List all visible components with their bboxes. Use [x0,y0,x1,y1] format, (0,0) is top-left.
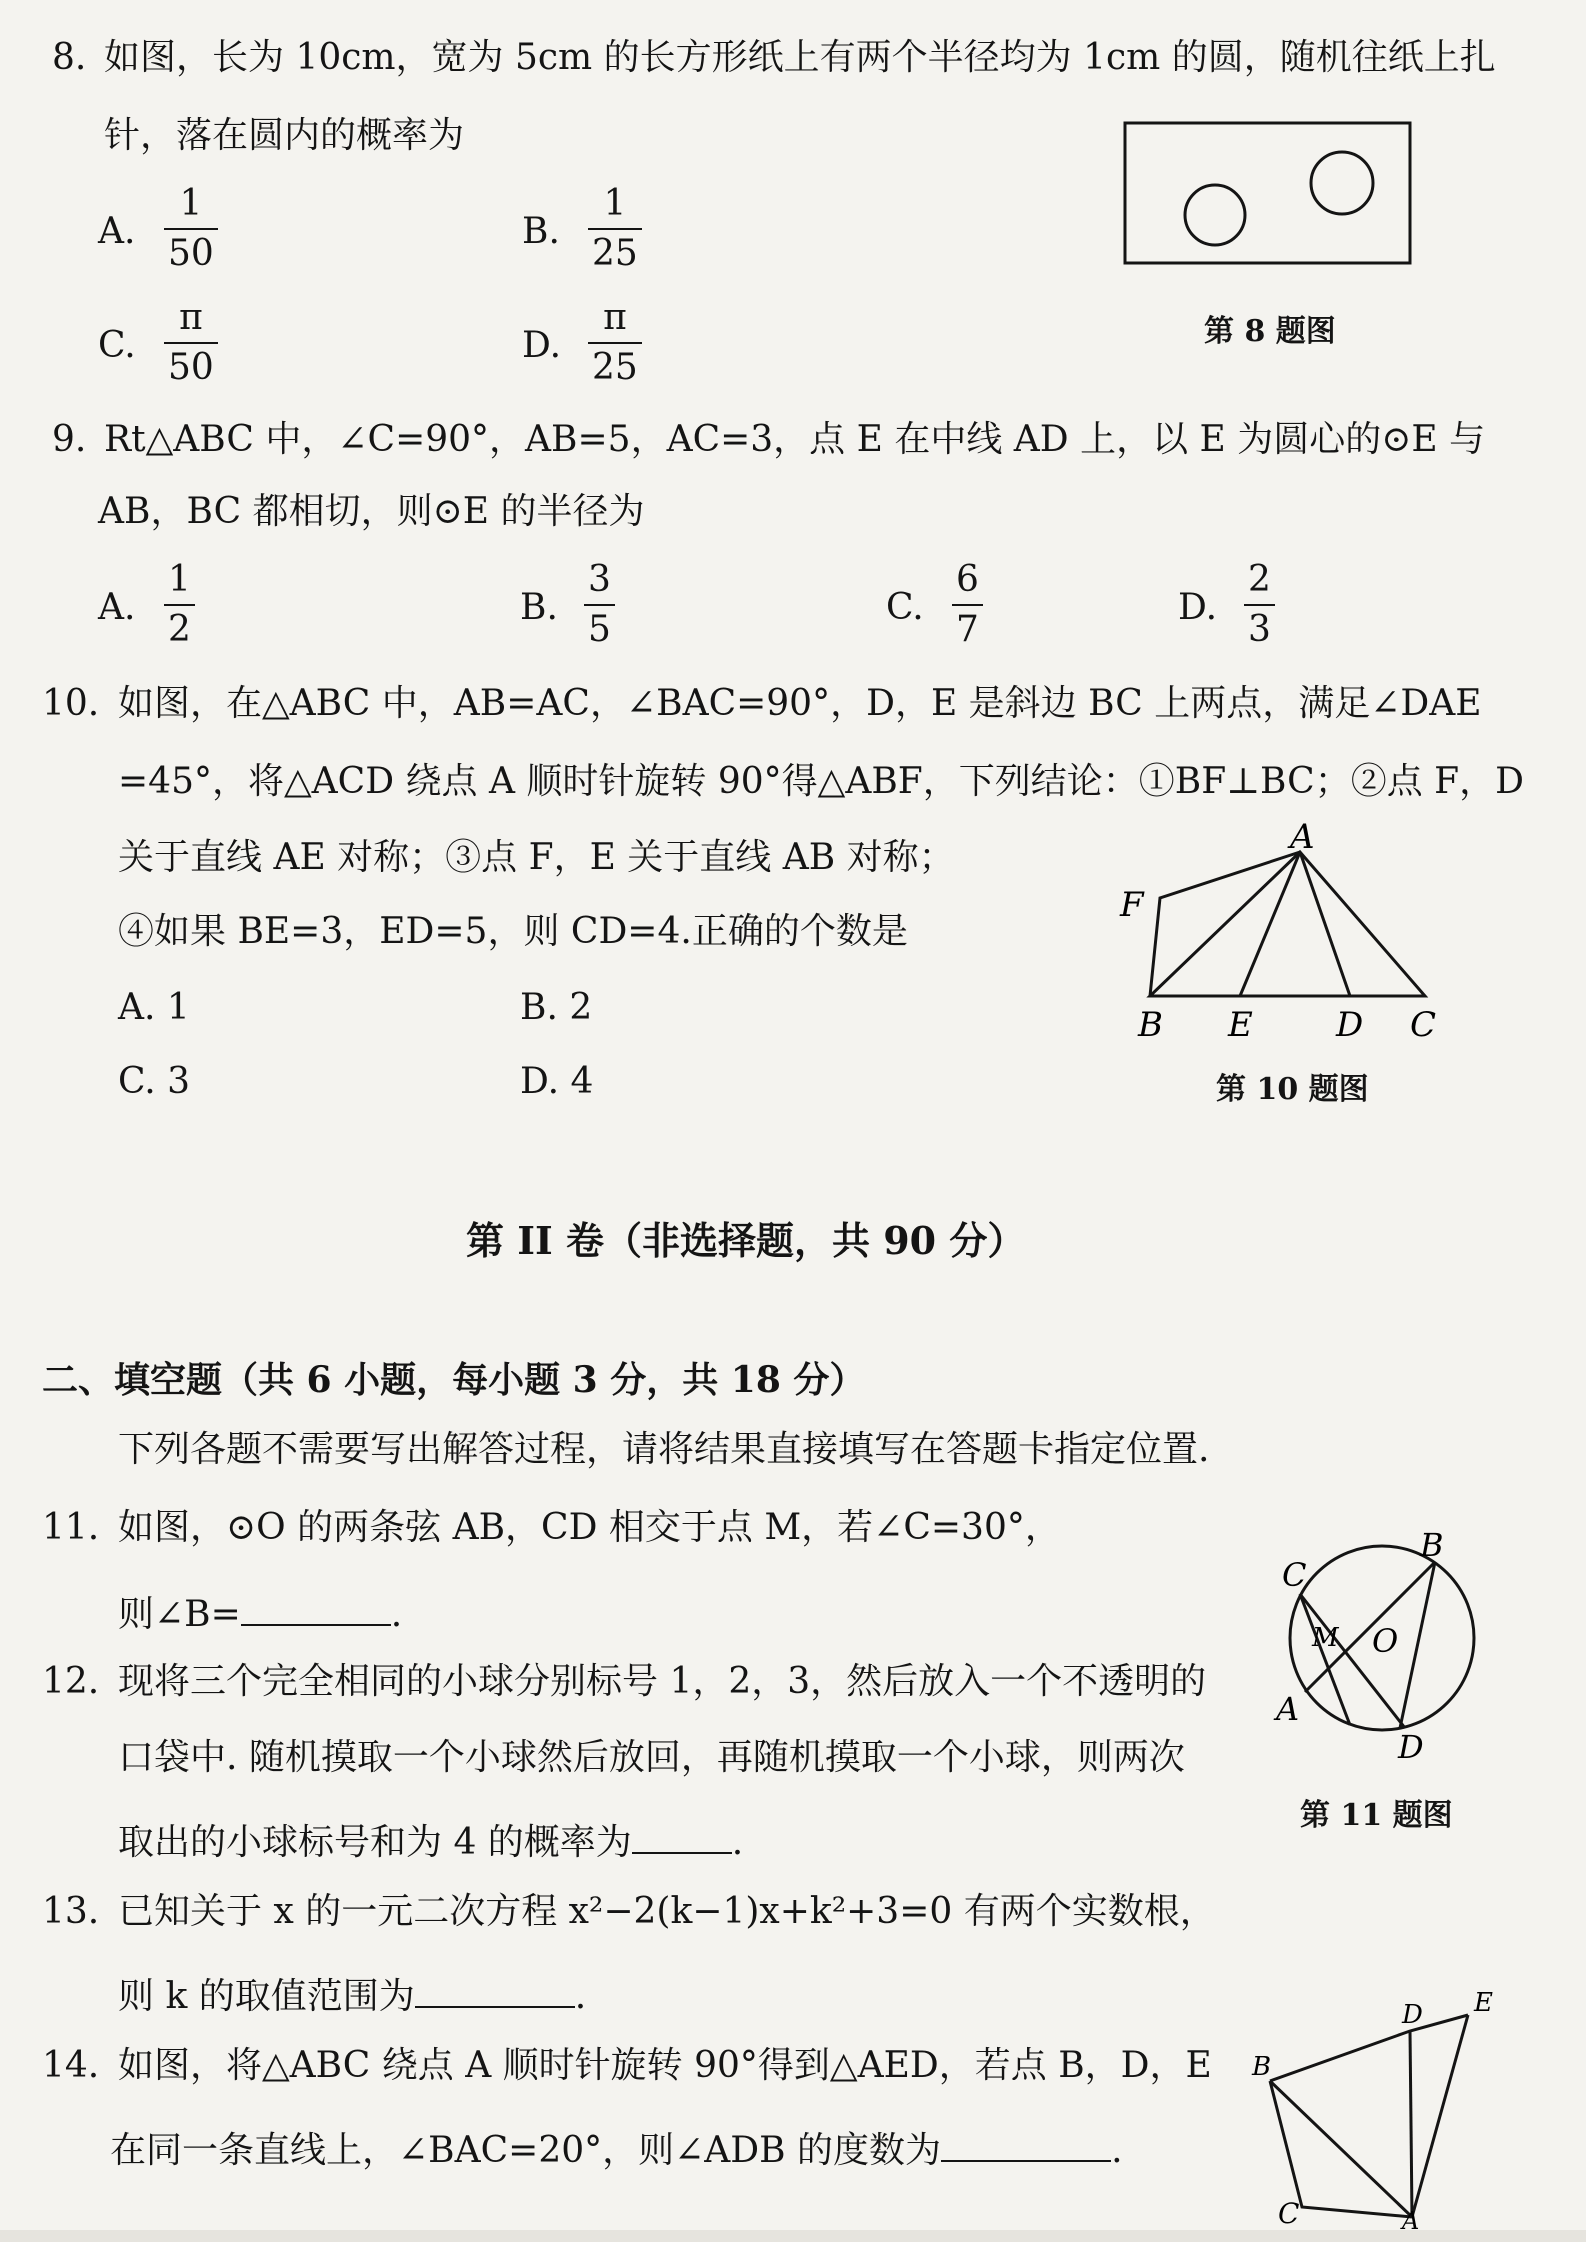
q8-number: 8. [52,37,87,78]
q8-figure-rectangle-circles [1120,115,1420,275]
q11-text-line1: 如图，⊙O 的两条弦 AB，CD 相交于点 M，若∠C=30°， [118,1507,1061,1548]
q8-option-a-label: A. [98,211,136,252]
option-label: C. [118,1061,156,1102]
q10-text-line4: ④如果 BE=3，ED=5，则 CD=4.正确的个数是 [118,911,908,952]
q11-label-o: O [1372,1622,1399,1660]
q12-number: 12. [42,1661,100,1702]
q8-figure-caption: 第 8 题图 [1204,314,1336,349]
numerator: 1 [603,183,627,224]
q11-number: 11. [42,1507,100,1548]
numerator: 6 [956,559,979,600]
q10-label-b: B [1138,1005,1163,1040]
q11-label-c: C [1282,1556,1307,1594]
q9-text-line2: AB，BC 都相切，则⊙E 的半径为 [98,491,645,532]
denominator: 2 [168,609,191,650]
q11-prefix: 则∠B= [118,1594,241,1635]
q8-text-line2: 针，落在圆内的概率为 [104,115,465,156]
q9-option-c-label: C. [886,587,924,628]
q11-label-a: A [1276,1690,1300,1728]
q11-suffix: . [390,1594,403,1635]
numerator: π [179,297,203,338]
q14-answer-blank [941,2124,1111,2162]
q10-text-line2: =45°，将△ACD 绕点 A 顺时针旋转 90°得△ABF，下列结论：①BF⊥BC；②点 F，D [118,761,1525,802]
q9-option-b-label: B. [520,587,558,628]
numerator: 1 [168,559,191,600]
q10-label-a: A [1290,820,1315,857]
q9-option-a-fraction [164,559,195,650]
q14-figure-rotated-triangles [1240,1985,1520,2230]
q8-option-b-label: B. [522,211,560,252]
q10-text-line1: 如图，在△ABC 中，AB=AC，∠BAC=90°，D，E 是斜边 BC 上两点，满足∠DAE [118,683,1482,724]
q13-answer-blank [415,1970,575,2008]
option-label: A. [118,987,156,1028]
q10-option-c [118,1061,191,1102]
q10-figure-caption: 第 10 题图 [1216,1072,1369,1107]
denominator: 25 [592,233,638,274]
q11-figure-circle [1260,1520,1490,1760]
q14-number: 14. [42,2045,100,2086]
q9-option-d-fraction [1244,559,1275,650]
q12-answer-blank [632,1816,732,1854]
q10-label-f: F [1120,885,1144,925]
q14-label-e: E [1474,1988,1493,2018]
q8-option-d-fraction [588,297,642,388]
q10-option-d [520,1061,594,1102]
q8-option-c-fraction [164,297,218,388]
part2-heading: 二、填空题（共 6 小题，每小题 3 分，共 18 分） [42,1359,866,1401]
section2-title: 第 II 卷（非选择题，共 90 分） [466,1218,1026,1263]
q11-answer-blank [241,1588,391,1626]
q13-text-line2 [118,1970,586,2015]
denominator: 7 [956,609,979,650]
q14-label-c: C [1278,2197,1300,2230]
q10-option-a [118,987,190,1028]
q9-option-d-label: D. [1178,587,1218,628]
q12-suffix: . [731,1822,744,1863]
q14-suffix: . [1111,2130,1123,2171]
q14-text-line2 [110,2124,1123,2169]
option-label: B. [520,987,558,1028]
numerator: 1 [179,183,203,224]
option-value: 3 [167,1061,191,1102]
q13-suffix: . [574,1976,587,2017]
q9-option-a-label: A. [98,587,136,628]
part2-instruction: 下列各题不需要写出解答过程，请将结果直接填写在答题卡指定位置. [118,1429,1210,1470]
q8-option-c-label: C. [98,325,136,366]
q8-option-b-fraction [588,183,642,274]
q10-figure-triangle [1110,820,1470,1040]
q11-text-line2 [118,1588,402,1633]
denominator: 50 [168,347,214,388]
q9-number: 9. [52,419,87,460]
q12-text-line2: 口袋中. 随机摸取一个小球然后放回，再随机摸取一个小球，则两次 [118,1737,1185,1778]
q11-label-m: M [1312,1623,1339,1653]
option-label: D. [520,1061,560,1102]
numerator: 2 [1248,559,1271,600]
q14-text-line1: 如图，将△ABC 绕点 A 顺时针旋转 90°得到△AED，若点 B，D，E [118,2045,1212,2086]
q14-label-d: D [1402,2000,1423,2030]
denominator: 50 [168,233,214,274]
q10-label-c: C [1410,1005,1437,1040]
option-value: 2 [569,987,593,1028]
q13-number: 13. [42,1891,100,1932]
q10-option-b [520,987,593,1028]
option-value: 4 [570,1061,594,1102]
q14-label-b: B [1252,2052,1272,2082]
q8-text-line1: 如图，长为 10cm，宽为 5cm 的长方形纸上有两个半径均为 1cm 的圆，随机往纸上扎 [104,37,1496,78]
q10-label-e: E [1228,1005,1253,1040]
page-bottom-edge [0,2230,1586,2242]
denominator: 25 [592,347,638,388]
q8-option-a-fraction [164,183,218,274]
q11-label-d: D [1398,1728,1424,1760]
q9-option-c-fraction [952,559,983,650]
q10-text-line3: 关于直线 AE 对称；③点 F，E 关于直线 AB 对称； [118,837,955,878]
q11-label-b: B [1420,1526,1444,1564]
denominator: 3 [1248,609,1271,650]
q13-text-line1: 已知关于 x 的一元二次方程 x²−2(k−1)x+k²+3=0 有两个实数根， [118,1891,1216,1932]
q12-text-line3 [118,1816,743,1861]
numerator: π [603,297,627,338]
q11-figure-caption: 第 11 题图 [1300,1798,1453,1833]
numerator: 3 [588,559,611,600]
q14-prefix: 在同一条直线上，∠BAC=20°，则∠ADB 的度数为 [110,2130,942,2171]
option-value: 1 [166,987,190,1028]
q10-number: 10. [42,683,100,724]
q10-label-d: D [1336,1005,1364,1040]
q12-text-line1: 现将三个完全相同的小球分别标号 1，2，3，然后放入一个不透明的 [118,1661,1207,1702]
q14-label-a: A [1402,2207,1420,2230]
q9-text-line1: Rt△ABC 中，∠C=90°，AB=5，AC=3，点 E 在中线 AD 上，以 E 为圆心的⊙E 与 [104,419,1486,460]
q12-prefix: 取出的小球标号和为 4 的概率为 [118,1822,632,1863]
q9-option-b-fraction [584,559,615,650]
q13-prefix: 则 k 的取值范围为 [118,1976,415,2017]
denominator: 5 [588,609,611,650]
q8-option-d-label: D. [522,325,562,366]
